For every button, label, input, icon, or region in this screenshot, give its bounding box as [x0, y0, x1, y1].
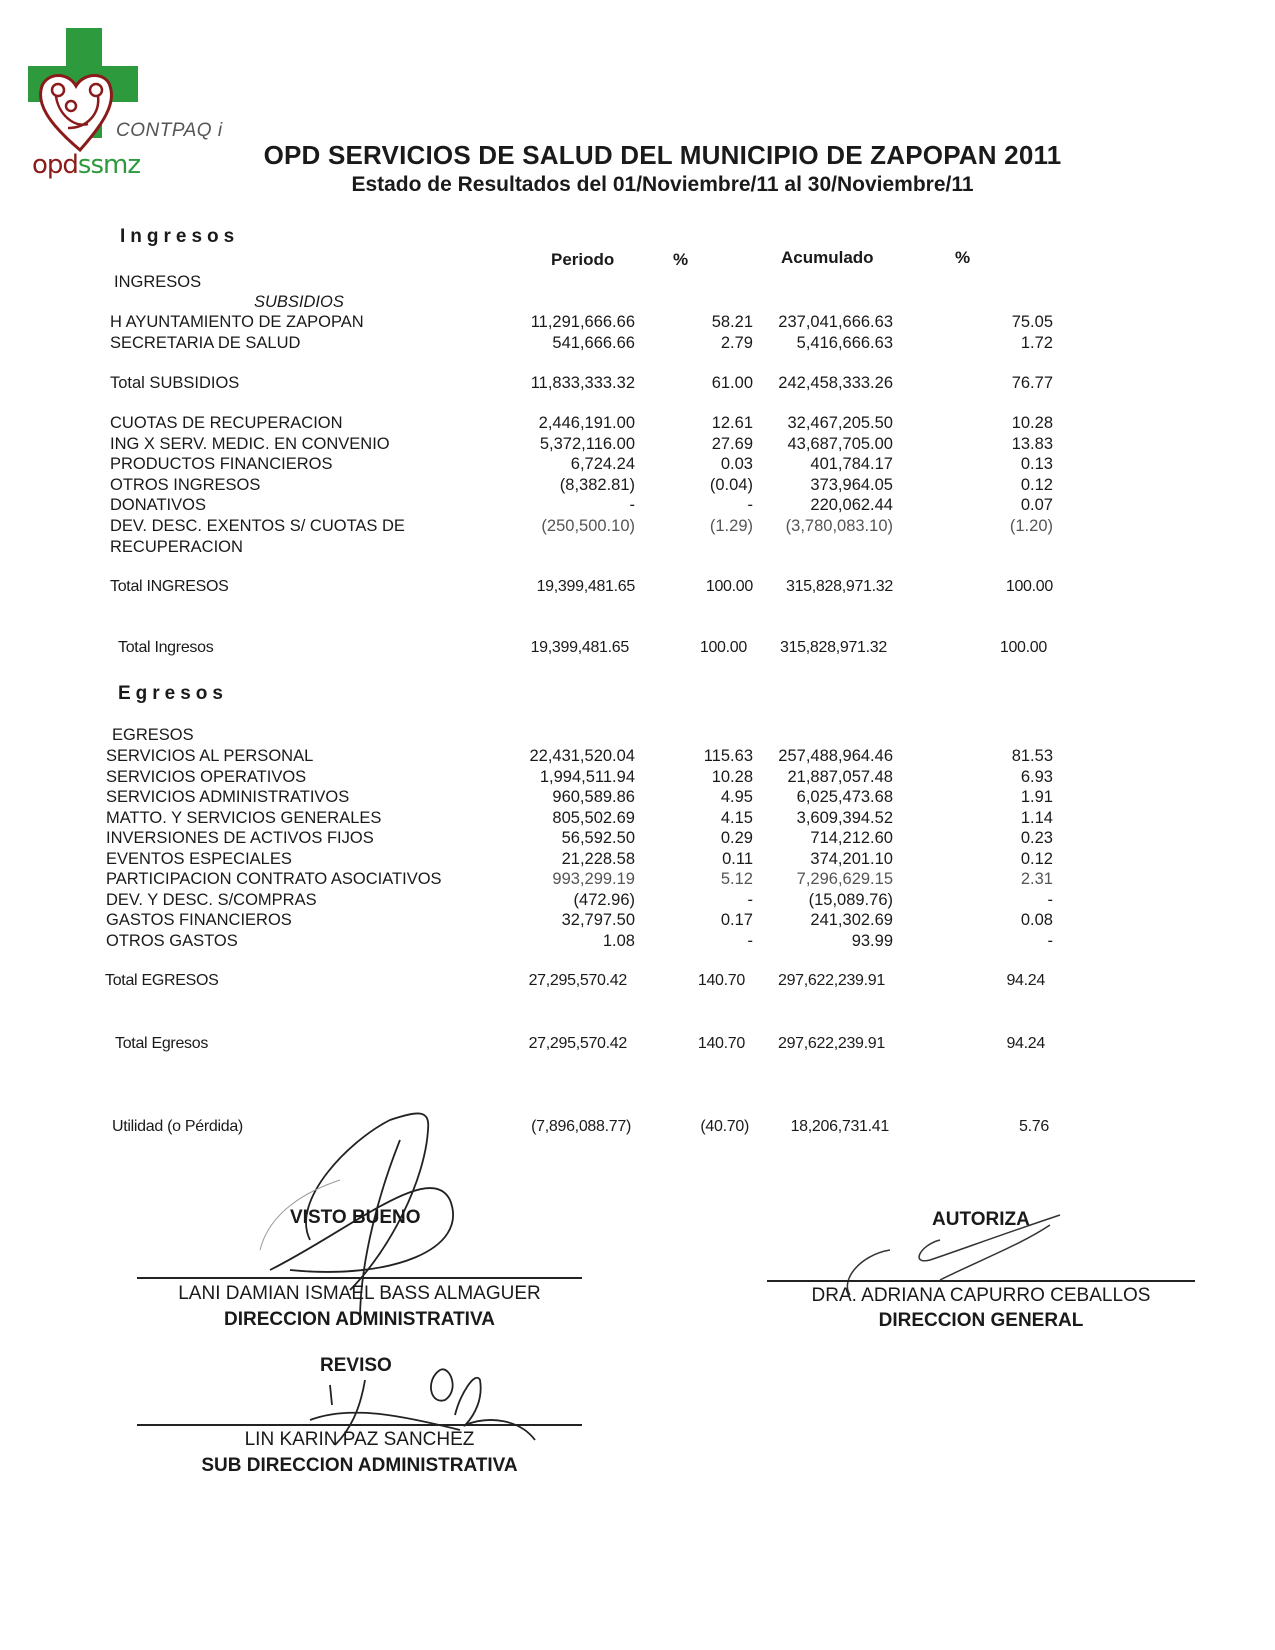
total-subsidios-row	[0, 374, 1275, 394]
ingreso-row	[0, 517, 1275, 537]
row-label: SERVICIOS AL PERSONAL	[106, 747, 314, 765]
cell-pct-periodo: 61.00	[711, 374, 753, 392]
table-row-continuation	[0, 538, 1275, 558]
report-title: OPD SERVICIOS DE SALUD DEL MUNICIPIO DE ZAPOPAN 2011	[263, 140, 1062, 170]
egreso-row	[0, 768, 1275, 788]
cell-pct-acumulado: 1.91	[1020, 788, 1053, 806]
column-header-pct1: %	[673, 250, 689, 269]
group-label-egresos: EGRESOS	[112, 726, 194, 744]
cell-periodo: 805,502.69	[552, 808, 635, 827]
egreso-row	[0, 870, 1275, 890]
cell-pct-acumulado: 0.08	[1020, 911, 1053, 929]
cell-periodo: 1,994,511.94	[539, 767, 635, 786]
signature-line-autoriza	[767, 1280, 1195, 1282]
cell-periodo: 21,228.58	[561, 849, 635, 868]
row-label: Total Egresos	[115, 1035, 209, 1052]
cell-acumulado: 315,828,971.32	[785, 578, 893, 595]
row-label: SECRETARIA DE SALUD	[110, 334, 301, 352]
caption-visto-bueno: VISTO BUENO	[290, 1207, 421, 1228]
signature-line-visto-bueno	[137, 1277, 582, 1279]
cell-pct-acumulado: -	[1047, 890, 1053, 909]
cell-pct-periodo: 4.95	[720, 788, 753, 806]
cell-acumulado: 374,201.10	[810, 849, 893, 868]
cell-periodo: (250,500.10)	[541, 516, 635, 535]
cell-pct-periodo: 140.70	[697, 972, 745, 989]
cell-periodo: 22,431,520.04	[529, 747, 635, 765]
row-label: CUOTAS DE RECUPERACION	[110, 414, 343, 432]
row-label: SERVICIOS OPERATIVOS	[106, 767, 307, 786]
cell-acumulado: 18,206,731.41	[790, 1118, 889, 1135]
cell-pct-acumulado: 100.00	[1005, 578, 1053, 595]
cell-pct-acumulado: 10.28	[1011, 414, 1053, 432]
cell-pct-periodo: 2.79	[720, 334, 753, 352]
utilidad-row	[0, 1118, 1275, 1138]
cell-acumulado: 297,622,239.91	[777, 972, 885, 989]
row-label: Utilidad (o Pérdida)	[112, 1118, 243, 1135]
section-title-ingresos: Ingresos	[120, 226, 240, 247]
cell-pct-periodo: (1.29)	[709, 516, 753, 535]
cell-acumulado: 7,296,629.15	[796, 870, 893, 888]
cell-pct-periodo: 0.11	[722, 849, 753, 868]
cell-periodo: 2,446,191.00	[538, 414, 635, 432]
group-label-ingresos: INGRESOS	[114, 273, 202, 291]
cell-pct-periodo: (0.04)	[709, 475, 753, 494]
row-label: Total EGRESOS	[105, 972, 219, 989]
cell-pct-periodo: 100.00	[699, 639, 747, 656]
cell-acumulado: 401,784.17	[810, 455, 893, 473]
cell-periodo: (8,382.81)	[559, 475, 635, 494]
cell-acumulado: 315,828,971.32	[779, 639, 887, 656]
ingreso-row	[0, 435, 1275, 455]
cell-periodo: (7,896,088.77)	[531, 1118, 631, 1135]
software-name: CONTPAQ i	[116, 120, 223, 141]
cell-acumulado: (3,780,083.10)	[785, 516, 893, 535]
group-label-row	[0, 726, 1275, 746]
brand-ssmz: ssmz	[77, 150, 140, 180]
cell-pct-periodo: 27.69	[711, 434, 753, 453]
cell-periodo: 11,291,666.66	[530, 313, 635, 331]
row-label: DEV. DESC. EXENTOS S/ CUOTAS DE	[110, 516, 405, 535]
row-label: OTROS INGRESOS	[110, 475, 261, 494]
column-header-acumulado: Acumulado	[781, 248, 874, 267]
cell-pct-acumulado: 81.53	[1011, 747, 1053, 765]
cell-periodo: 960,589.86	[552, 788, 635, 806]
cell-periodo: 19,399,481.65	[536, 578, 635, 595]
cell-acumulado: 43,687,705.00	[787, 434, 893, 453]
signer-role-autoriza: DIRECCION GENERAL	[878, 1310, 1084, 1331]
cell-pct-periodo: 100.00	[705, 578, 753, 595]
cell-periodo: 56,592.50	[561, 829, 635, 847]
cell-pct-periodo: 115.63	[703, 747, 753, 765]
row-label: GASTOS FINANCIEROS	[106, 911, 292, 929]
subgroup-label-subsidios: SUBSIDIOS	[254, 293, 344, 311]
cell-pct-periodo: -	[747, 931, 753, 950]
egreso-row	[0, 911, 1275, 931]
cell-periodo: 6,724.24	[570, 455, 635, 473]
cell-acumulado: 714,212.60	[810, 829, 893, 847]
cell-pct-acumulado: 94.24	[1006, 972, 1045, 989]
cell-pct-acumulado: 0.07	[1020, 496, 1053, 514]
cell-pct-periodo: 58.21	[711, 313, 753, 331]
total-ingresos-group-row	[0, 578, 1275, 598]
row-label: PARTICIPACION CONTRATO ASOCIATIVOS	[106, 870, 442, 888]
cell-periodo: 11,833,333.32	[530, 374, 635, 392]
cell-acumulado: 297,622,239.91	[777, 1035, 885, 1052]
cell-periodo: 993,299.19	[552, 870, 635, 888]
row-label: H AYUNTAMIENTO DE ZAPOPAN	[110, 313, 364, 331]
cell-pct-acumulado: 75.05	[1011, 313, 1053, 331]
cell-pct-periodo: (40.70)	[700, 1118, 749, 1135]
cell-pct-periodo: 10.28	[711, 767, 753, 786]
cell-acumulado: 237,041,666.63	[778, 313, 893, 331]
column-header-pct2: %	[955, 248, 971, 267]
cell-pct-periodo: 0.03	[720, 455, 753, 473]
cell-acumulado: 6,025,473.68	[796, 788, 893, 806]
cell-acumulado: 93.99	[851, 931, 893, 950]
egreso-row	[0, 829, 1275, 849]
row-label: DEV. Y DESC. S/COMPRAS	[106, 890, 317, 909]
egreso-row	[0, 809, 1275, 829]
cell-periodo: (472.96)	[573, 890, 635, 909]
cell-pct-acumulado: (1.20)	[1009, 516, 1053, 535]
report-subtitle: Estado de Resultados del 01/Noviembre/11 al 30/Noviembre/11	[351, 173, 974, 196]
brand-opd: opd	[32, 150, 78, 180]
row-label-continuation: RECUPERACION	[110, 537, 243, 556]
row-label: SERVICIOS ADMINISTRATIVOS	[106, 788, 350, 806]
cell-acumulado: 241,302.69	[810, 911, 893, 929]
cell-pct-acumulado: 5.76	[1019, 1118, 1049, 1135]
subgroup-label-row	[0, 293, 1275, 313]
signer-role-visto-bueno: DIRECCION ADMINISTRATIVA	[224, 1309, 495, 1330]
egreso-row	[0, 788, 1275, 808]
egreso-row	[0, 891, 1275, 911]
row-label: INVERSIONES DE ACTIVOS FIJOS	[106, 829, 374, 847]
cell-acumulado: 21,887,057.48	[787, 767, 893, 786]
ingreso-row	[0, 414, 1275, 434]
cell-pct-acumulado: 76.77	[1011, 374, 1053, 392]
cell-periodo: 5,372,116.00	[539, 434, 635, 453]
cell-pct-acumulado: 0.12	[1020, 475, 1053, 494]
cell-pct-acumulado: 13.83	[1011, 434, 1053, 453]
ingreso-row	[0, 476, 1275, 496]
cell-pct-periodo: 5.12	[720, 870, 753, 888]
cell-pct-acumulado: 94.24	[1006, 1035, 1045, 1052]
row-label: PRODUCTOS FINANCIEROS	[110, 455, 333, 473]
egreso-row	[0, 747, 1275, 767]
cell-acumulado: 242,458,333.26	[778, 374, 893, 392]
cell-periodo: 27,295,570.42	[528, 972, 627, 989]
cell-periodo: 27,295,570.42	[528, 1035, 627, 1052]
cell-periodo: 32,797.50	[561, 911, 635, 929]
signer-role-reviso: SUB DIRECCION ADMINISTRATIVA	[201, 1455, 518, 1476]
cell-acumulado: 5,416,666.63	[796, 334, 893, 352]
section-title-egresos: Egresos	[118, 683, 228, 704]
row-label: EVENTOS ESPECIALES	[106, 849, 292, 868]
total-egresos-group-row	[0, 972, 1275, 992]
caption-reviso: REVISO	[320, 1355, 392, 1376]
cell-pct-acumulado: 2.31	[1020, 870, 1053, 888]
caption-autoriza: AUTORIZA	[932, 1209, 1030, 1230]
cell-pct-acumulado: 0.12	[1020, 849, 1053, 868]
cell-pct-periodo: -	[747, 496, 753, 514]
signature-line-reviso	[137, 1424, 582, 1426]
cell-acumulado: 373,964.05	[810, 475, 893, 494]
row-label: MATTO. Y SERVICIOS GENERALES	[106, 808, 382, 827]
cell-pct-periodo: -	[747, 890, 753, 909]
row-label: Total Ingresos	[118, 639, 214, 656]
total-ingresos-section-row	[0, 639, 1275, 659]
signer-name-autoriza: DRA. ADRIANA CAPURRO CEBALLOS	[811, 1285, 1151, 1306]
cell-pct-acumulado: 1.72	[1020, 334, 1053, 352]
cell-pct-periodo: 12.61	[711, 414, 753, 432]
cell-periodo: 1.08	[602, 931, 635, 950]
cell-periodo: 541,666.66	[552, 334, 635, 352]
egreso-row	[0, 850, 1275, 870]
ingreso-row	[0, 496, 1275, 516]
cell-pct-periodo: 140.70	[697, 1035, 745, 1052]
subsidio-row	[0, 313, 1275, 333]
subsidio-row	[0, 334, 1275, 354]
cell-periodo: -	[629, 496, 635, 514]
row-label: OTROS GASTOS	[106, 931, 238, 950]
row-label: Total SUBSIDIOS	[110, 374, 240, 392]
cell-pct-acumulado: 6.93	[1020, 767, 1053, 786]
cell-acumulado: 220,062.44	[810, 496, 893, 514]
column-header-periodo: Periodo	[551, 250, 615, 269]
cell-acumulado: 3,609,394.52	[796, 808, 893, 827]
row-label: Total INGRESOS	[110, 578, 229, 595]
cell-pct-acumulado: 0.23	[1020, 829, 1053, 847]
group-label-row	[0, 273, 1275, 293]
cell-pct-periodo: 0.29	[720, 829, 753, 847]
cell-pct-acumulado: 100.00	[999, 639, 1047, 656]
cell-acumulado: 257,488,964.46	[778, 747, 893, 765]
cell-acumulado: 32,467,205.50	[787, 414, 893, 432]
cell-periodo: 19,399,481.65	[530, 639, 629, 656]
cell-pct-acumulado: 0.13	[1020, 455, 1053, 473]
cell-acumulado: (15,089.76)	[808, 890, 893, 909]
egreso-row	[0, 932, 1275, 952]
cell-pct-acumulado: -	[1047, 931, 1053, 950]
signer-name-reviso: LIN KARIN PAZ SANCHEZ	[244, 1429, 475, 1450]
ingreso-row	[0, 455, 1275, 475]
cell-pct-acumulado: 1.14	[1020, 808, 1053, 827]
cell-pct-periodo: 0.17	[720, 911, 753, 929]
cell-pct-periodo: 4.15	[720, 808, 753, 827]
signer-name-visto-bueno: LANI DAMIAN ISMAEL BASS ALMAGUER	[178, 1283, 541, 1304]
row-label: ING X SERV. MEDIC. EN CONVENIO	[110, 434, 390, 453]
row-label: DONATIVOS	[110, 496, 206, 514]
total-egresos-section-row	[0, 1035, 1275, 1055]
